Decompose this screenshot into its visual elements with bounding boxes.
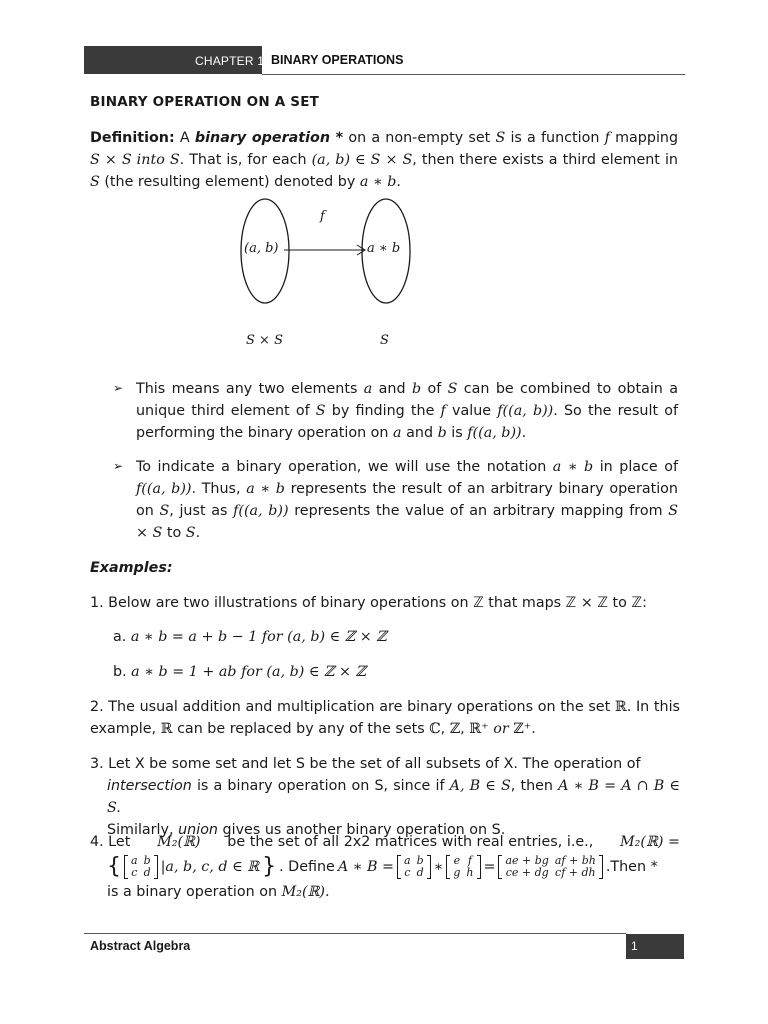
bullet-arrow-icon: ➢	[113, 459, 124, 473]
domain-element: (a, b)	[244, 241, 279, 256]
section-title: BINARY OPERATION ON A SET	[90, 94, 320, 110]
matrix-product: ae + bg af + bh ce + dg cf + dh	[498, 855, 602, 879]
chapter-title: BINARY OPERATIONS	[271, 53, 404, 67]
matrix-a: a b c d	[397, 855, 431, 879]
footer-title: Abstract Algebra	[90, 939, 191, 953]
chapter-label: CHAPTER 1	[195, 54, 265, 68]
example-4-line-3: is a binary operation on M₂(ℝ).	[107, 884, 330, 900]
example-1: 1. Below are two illustrations of binary operations on ℤ that maps ℤ × ℤ to ℤ:	[90, 595, 647, 611]
codomain-set-label: S	[380, 333, 389, 348]
definition-paragraph: Definition: A binary operation * on a non-empty set S is a function f mapping S × S into S. That is, for each (a, b) ∈ S × S, then there exists a third element in S (the resulting element) denoted by a ∗ b.	[90, 130, 679, 190]
bullet-2: To indicate a binary operation, we will use the notation a ∗ b in place of f((a, b)). Thus, a ∗ b represents the result of an arbitrary binary operation on S, just as f((a, b)) represents the value of an arbitrary mapping from S × S to S.	[136, 459, 678, 541]
matrix-abcd: a b c d	[124, 855, 158, 879]
example-2: 2. The usual addition and multiplication are binary operations on the set ℝ. In this example, ℝ can be replaced by any of the sets ℂ, ℤ, ℝ⁺ or ℤ⁺.	[90, 699, 680, 737]
codomain-element: a ∗ b	[367, 241, 401, 256]
bullet-1: This means any two elements a and b of S can be combined to obtain a unique third element of S by finding the f value f((a, b)). So the result of performing the binary operation on a and b is f((a, b)).	[136, 381, 678, 441]
example-1b: b. a ∗ b = 1 + ab for (a, b) ∈ ℤ × ℤ	[113, 664, 366, 680]
examples-label: Examples:	[90, 560, 173, 576]
example-3-line-3: Similarly, union gives us another binary operation on S.	[107, 822, 506, 838]
example-3: 3. Let X be some set and let S be the set of all subsets of X. The operation of intersection is a binary operation on S, since if A, B ∈ S, then A ∗ B = A ∩ B ∈ S. Similarly, union gives us another binary operation on S.	[90, 753, 680, 841]
example-3-line-2: intersection is a binary operation on S, since if A, B ∈ S, then A ∗ B = A ∩ B ∈ S.	[107, 778, 680, 816]
mapping-diagram	[230, 196, 430, 356]
definition-term: binary operation *	[194, 130, 344, 146]
page-number: 1	[631, 939, 638, 953]
bullet-arrow-icon: ➢	[113, 381, 124, 395]
example-4: 4. Let M₂(ℝ) be the set of all 2x2 matrices with real entries, i.e., M₂(ℝ) = { a b c d |a, b, c, d ∈ ℝ } . Define A ∗ B = a b c d ∗ e f g h = ae + bg af + bh ce + dg cf + dh .Then * is a binary operation on M₂(ℝ).	[90, 831, 680, 903]
domain-set-label: S × S	[246, 333, 283, 348]
example-4-line-2: { a b c d |a, b, c, d ∈ ℝ } . Define A ∗ B = a b c d ∗ e f g h = ae + bg af + bh ce + dg cf + dh .Then *	[107, 854, 658, 879]
matrix-b: e f g h	[446, 855, 480, 879]
definition-label: Definition:	[90, 130, 175, 146]
function-label: f	[320, 209, 325, 224]
mapping-diagram-svg	[230, 196, 430, 356]
header-rule	[262, 74, 685, 75]
footer-rule	[84, 933, 626, 934]
example-1a: a. a ∗ b = a + b − 1 for (a, b) ∈ ℤ × ℤ	[113, 629, 387, 645]
